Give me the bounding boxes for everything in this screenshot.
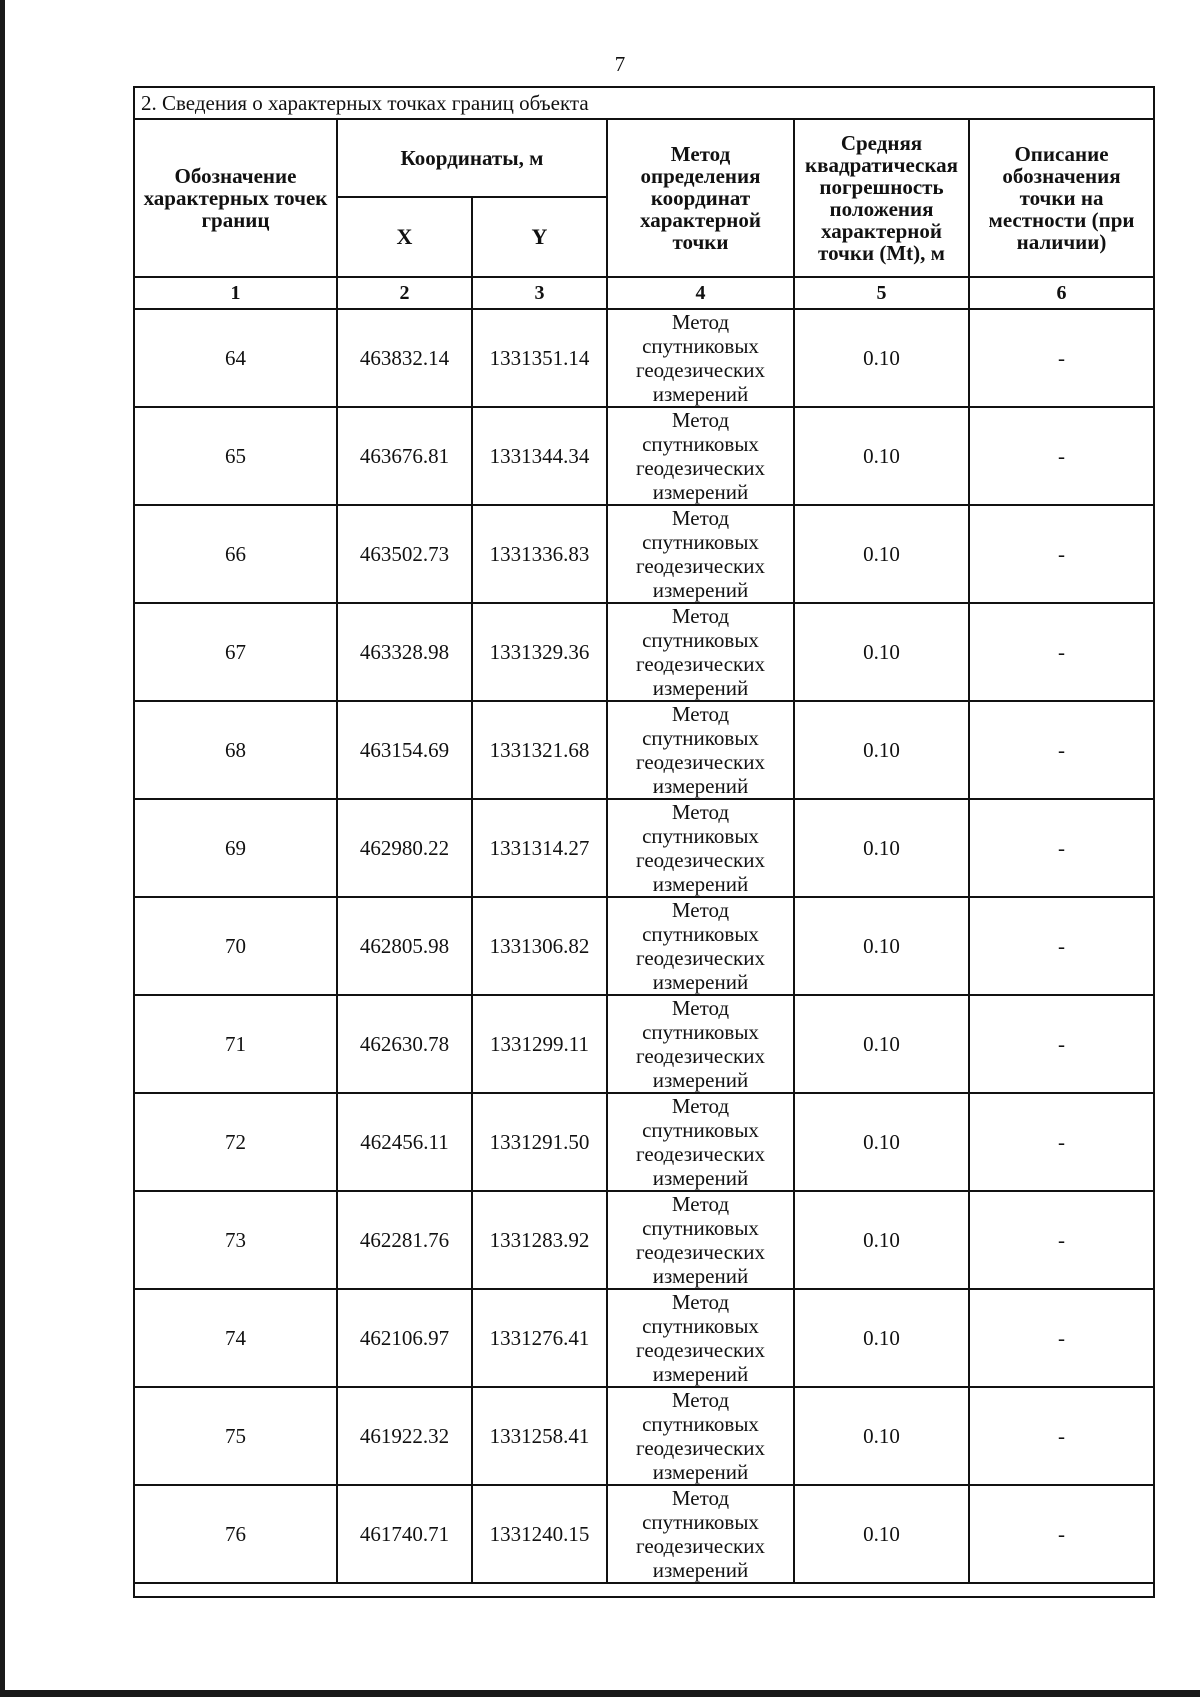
- mean-error-cell: 0.10: [794, 1191, 969, 1289]
- coordinate-x-cell: 462281.76: [337, 1191, 472, 1289]
- mean-error-cell: 0.10: [794, 603, 969, 701]
- method-cell: Метод спутниковых геодезических измерений: [607, 1093, 794, 1191]
- mean-error-cell: 0.10: [794, 1387, 969, 1485]
- boundary-points-table: [133, 86, 1155, 1598]
- column-number: 5: [794, 277, 969, 309]
- coordinate-y-cell: 1331329.36: [472, 603, 607, 701]
- description-cell: -: [969, 897, 1154, 995]
- point-designation-cell: 69: [134, 799, 337, 897]
- description-cell: -: [969, 1093, 1154, 1191]
- coordinate-x-cell: 463832.14: [337, 309, 472, 407]
- table-row: [134, 603, 1154, 701]
- header-description: Описание обозначения точки на местности (при наличии): [969, 119, 1154, 277]
- column-number: 6: [969, 277, 1154, 309]
- coordinate-y-cell: 1331240.15: [472, 1485, 607, 1583]
- header-method: Метод определения координат характерной точки: [607, 119, 794, 277]
- point-designation-cell: 74: [134, 1289, 337, 1387]
- table-row: [134, 1289, 1154, 1387]
- coordinate-x-cell: 462456.11: [337, 1093, 472, 1191]
- table-row: [134, 407, 1154, 505]
- mean-error-cell: 0.10: [794, 897, 969, 995]
- method-cell: Метод спутниковых геодезических измерений: [607, 1289, 794, 1387]
- point-designation-cell: 64: [134, 309, 337, 407]
- method-cell: Метод спутниковых геодезических измерений: [607, 799, 794, 897]
- point-designation-cell: 73: [134, 1191, 337, 1289]
- coordinate-y-cell: 1331291.50: [472, 1093, 607, 1191]
- coordinate-x-cell: 463502.73: [337, 505, 472, 603]
- method-cell: Метод спутниковых геодезических измерений: [607, 1191, 794, 1289]
- method-cell: Метод спутниковых геодезических измерений: [607, 309, 794, 407]
- mean-error-cell: 0.10: [794, 309, 969, 407]
- point-designation-cell: 65: [134, 407, 337, 505]
- coordinate-x-cell: 462630.78: [337, 995, 472, 1093]
- method-cell: Метод спутниковых геодезических измерений: [607, 407, 794, 505]
- column-numbers-row: [134, 277, 1154, 309]
- table-trailing-cell: [134, 1583, 1154, 1597]
- table-row: [134, 309, 1154, 407]
- description-cell: -: [969, 1289, 1154, 1387]
- table-row: [134, 1191, 1154, 1289]
- method-cell: Метод спутниковых геодезических измерений: [607, 1387, 794, 1485]
- method-cell: Метод спутниковых геодезических измерений: [607, 995, 794, 1093]
- page-number: 7: [614, 52, 626, 76]
- column-number: 2: [337, 277, 472, 309]
- point-designation-cell: 70: [134, 897, 337, 995]
- point-designation-cell: 66: [134, 505, 337, 603]
- table-row: [134, 1485, 1154, 1583]
- method-cell: Метод спутниковых геодезических измерений: [607, 505, 794, 603]
- coordinate-y-cell: 1331276.41: [472, 1289, 607, 1387]
- description-cell: -: [969, 1485, 1154, 1583]
- coordinate-x-cell: 462980.22: [337, 799, 472, 897]
- table-row: [134, 505, 1154, 603]
- mean-error-cell: 0.10: [794, 407, 969, 505]
- coordinate-y-cell: 1331283.92: [472, 1191, 607, 1289]
- table-trailing-row: [134, 1583, 1154, 1597]
- coordinate-x-cell: 463328.98: [337, 603, 472, 701]
- method-cell: Метод спутниковых геодезических измерений: [607, 701, 794, 799]
- mean-error-cell: 0.10: [794, 1289, 969, 1387]
- column-number: 3: [472, 277, 607, 309]
- coordinate-x-cell: 462106.97: [337, 1289, 472, 1387]
- coordinate-y-cell: 1331336.83: [472, 505, 607, 603]
- point-designation-cell: 72: [134, 1093, 337, 1191]
- header-mean-error: Средняя квадратическая погрешность положения характерной точки (Mt), м: [794, 119, 969, 277]
- point-designation-cell: 67: [134, 603, 337, 701]
- description-cell: -: [969, 799, 1154, 897]
- coordinate-y-cell: 1331306.82: [472, 897, 607, 995]
- table-body: [134, 309, 1154, 1583]
- point-designation-cell: 75: [134, 1387, 337, 1485]
- table-row: [134, 701, 1154, 799]
- section-title: 2. Сведения о характерных точках границ объекта: [134, 87, 1154, 119]
- coordinate-y-cell: 1331314.27: [472, 799, 607, 897]
- table-row: [134, 799, 1154, 897]
- table-row: [134, 995, 1154, 1093]
- coordinate-x-cell: 463676.81: [337, 407, 472, 505]
- description-cell: -: [969, 505, 1154, 603]
- column-number: 1: [134, 277, 337, 309]
- description-cell: -: [969, 1191, 1154, 1289]
- header-x: X: [337, 197, 472, 277]
- description-cell: -: [969, 701, 1154, 799]
- point-designation-cell: 68: [134, 701, 337, 799]
- header-coordinates: Координаты, м: [337, 119, 607, 197]
- coordinate-y-cell: 1331321.68: [472, 701, 607, 799]
- coordinate-y-cell: 1331299.11: [472, 995, 607, 1093]
- point-designation-cell: 76: [134, 1485, 337, 1583]
- coordinate-x-cell: 463154.69: [337, 701, 472, 799]
- coordinate-y-cell: 1331344.34: [472, 407, 607, 505]
- description-cell: -: [969, 309, 1154, 407]
- mean-error-cell: 0.10: [794, 995, 969, 1093]
- point-designation-cell: 71: [134, 995, 337, 1093]
- mean-error-cell: 0.10: [794, 505, 969, 603]
- description-cell: -: [969, 407, 1154, 505]
- coordinate-y-cell: 1331258.41: [472, 1387, 607, 1485]
- coordinate-x-cell: 461922.32: [337, 1387, 472, 1485]
- table-row: [134, 897, 1154, 995]
- coordinate-x-cell: 462805.98: [337, 897, 472, 995]
- table-row: [134, 1387, 1154, 1485]
- coordinate-y-cell: 1331351.14: [472, 309, 607, 407]
- mean-error-cell: 0.10: [794, 1093, 969, 1191]
- description-cell: -: [969, 603, 1154, 701]
- mean-error-cell: 0.10: [794, 1485, 969, 1583]
- scan-left-edge: [0, 0, 5, 1697]
- mean-error-cell: 0.10: [794, 799, 969, 897]
- description-cell: -: [969, 995, 1154, 1093]
- coordinate-x-cell: 461740.71: [337, 1485, 472, 1583]
- header-y: Y: [472, 197, 607, 277]
- header-point-designation: Обозначение характерных точек границ: [134, 119, 337, 277]
- method-cell: Метод спутниковых геодезических измерений: [607, 897, 794, 995]
- table-row: [134, 1093, 1154, 1191]
- mean-error-cell: 0.10: [794, 701, 969, 799]
- description-cell: -: [969, 1387, 1154, 1485]
- method-cell: Метод спутниковых геодезических измерений: [607, 603, 794, 701]
- scan-bottom-edge: [0, 1690, 1200, 1697]
- column-number: 4: [607, 277, 794, 309]
- method-cell: Метод спутниковых геодезических измерений: [607, 1485, 794, 1583]
